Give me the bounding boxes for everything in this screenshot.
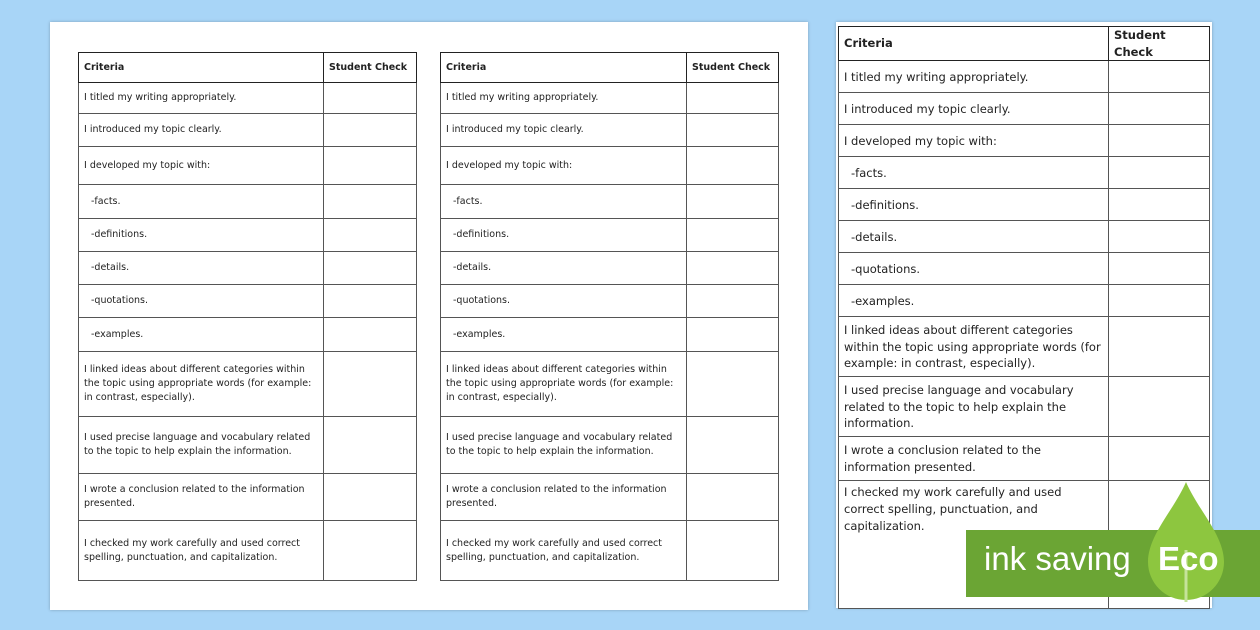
table-row <box>79 318 417 352</box>
criteria-header: Criteria <box>79 53 324 83</box>
student-check-header: Student Check <box>324 53 417 83</box>
criteria-cell: I linked ideas about different categories within the topic using appropriate words (for example: in contrast, especially). <box>839 317 1109 377</box>
criteria-cell: -examples. <box>79 318 324 352</box>
student-check-cell[interactable] <box>687 521 779 581</box>
table-row <box>79 252 417 285</box>
student-check-cell[interactable] <box>1109 377 1210 437</box>
table-row <box>839 125 1210 157</box>
criteria-cell: -details. <box>79 252 324 285</box>
student-check-cell[interactable] <box>324 521 417 581</box>
criteria-cell: I checked my work carefully and used correct spelling, punctuation, and capitalization. <box>441 521 687 581</box>
criteria-cell: I developed my topic with: <box>79 147 324 185</box>
criteria-cell: -definitions. <box>79 219 324 252</box>
table-row <box>441 521 779 581</box>
table-row <box>441 352 779 417</box>
criteria-cell: I wrote a conclusion related to the information presented. <box>441 474 687 521</box>
student-check-cell[interactable] <box>324 417 417 474</box>
table-row <box>839 189 1210 221</box>
student-check-cell[interactable] <box>324 474 417 521</box>
student-check-header: Student Check <box>687 53 779 83</box>
table-row <box>79 185 417 219</box>
student-check-cell[interactable] <box>687 147 779 185</box>
table-row <box>441 219 779 252</box>
student-check-cell[interactable] <box>1109 61 1210 93</box>
student-check-cell[interactable] <box>324 285 417 318</box>
table-row <box>441 417 779 474</box>
criteria-cell: I used precise language and vocabulary related to the topic to help explain the information. <box>839 377 1109 437</box>
criteria-cell: I linked ideas about different categories within the topic using appropriate words (for example: in contrast, especially). <box>79 352 324 417</box>
criteria-cell: -examples. <box>441 318 687 352</box>
criteria-cell: I introduced my topic clearly. <box>839 93 1109 125</box>
criteria-cell: I titled my writing appropriately. <box>839 61 1109 93</box>
student-check-cell[interactable] <box>1109 253 1210 285</box>
table-row <box>839 61 1210 93</box>
criteria-header: Criteria <box>839 27 1109 61</box>
criteria-cell: -quotations. <box>79 285 324 318</box>
eco-label: Eco <box>1158 540 1219 577</box>
criteria-cell: I developed my topic with: <box>839 125 1109 157</box>
criteria-cell: -quotations. <box>441 285 687 318</box>
criteria-cell: I used precise language and vocabulary related to the topic to help explain the information. <box>79 417 324 474</box>
table-header-row <box>839 27 1210 61</box>
table-row <box>839 437 1210 481</box>
student-check-cell[interactable] <box>324 83 417 114</box>
table-row <box>839 221 1210 253</box>
table-row <box>79 417 417 474</box>
table-row <box>441 185 779 219</box>
student-check-cell[interactable] <box>687 474 779 521</box>
criteria-cell: -facts. <box>441 185 687 219</box>
table-row <box>79 474 417 521</box>
student-check-cell[interactable] <box>324 318 417 352</box>
table-row <box>839 317 1210 377</box>
criteria-cell: -definitions. <box>839 189 1109 221</box>
table-row <box>441 252 779 285</box>
student-check-cell[interactable] <box>687 185 779 219</box>
criteria-cell: -facts. <box>79 185 324 219</box>
criteria-cell: I wrote a conclusion related to the information presented. <box>839 437 1109 481</box>
table-row <box>441 114 779 147</box>
criteria-cell: I developed my topic with: <box>441 147 687 185</box>
table-row <box>79 285 417 318</box>
student-check-cell[interactable] <box>687 417 779 474</box>
student-check-cell[interactable] <box>1109 221 1210 253</box>
student-check-cell[interactable] <box>1109 125 1210 157</box>
student-check-cell[interactable] <box>1109 93 1210 125</box>
student-check-cell[interactable] <box>687 83 779 114</box>
student-check-cell[interactable] <box>687 285 779 318</box>
student-check-cell[interactable] <box>324 252 417 285</box>
table-row <box>79 219 417 252</box>
student-check-cell[interactable] <box>687 352 779 417</box>
criteria-cell: I titled my writing appropriately. <box>441 83 687 114</box>
table-row <box>839 377 1210 437</box>
student-check-cell[interactable] <box>324 352 417 417</box>
table-row <box>441 285 779 318</box>
table-row <box>839 93 1210 125</box>
criteria-header: Criteria <box>441 53 687 83</box>
table-row <box>839 157 1210 189</box>
table-header-row <box>79 53 417 83</box>
student-check-cell[interactable] <box>1109 285 1210 317</box>
criteria-cell: I checked my work carefully and used correct spelling, punctuation, and capitalization. <box>839 481 1109 609</box>
table-row <box>79 521 417 581</box>
criteria-cell: I linked ideas about different categories within the topic using appropriate words (for example: in contrast, especially). <box>441 352 687 417</box>
student-check-cell[interactable] <box>324 147 417 185</box>
table-header-row <box>441 53 779 83</box>
student-check-cell[interactable] <box>687 219 779 252</box>
table-row <box>441 474 779 521</box>
student-check-cell[interactable] <box>1109 157 1210 189</box>
ink-saving-label: ink saving <box>984 540 1131 577</box>
student-check-cell[interactable] <box>324 114 417 147</box>
criteria-cell: -examples. <box>839 285 1109 317</box>
table-row <box>839 253 1210 285</box>
criteria-cell: I checked my work carefully and used correct spelling, punctuation, and capitalization. <box>79 521 324 581</box>
criteria-checklist-table <box>440 52 779 581</box>
criteria-cell: I introduced my topic clearly. <box>441 114 687 147</box>
criteria-cell: I titled my writing appropriately. <box>79 83 324 114</box>
criteria-cell: -quotations. <box>839 253 1109 285</box>
student-check-cell[interactable] <box>1109 317 1210 377</box>
table-row <box>79 352 417 417</box>
criteria-cell: -details. <box>839 221 1109 253</box>
student-check-cell[interactable] <box>324 219 417 252</box>
table-row <box>79 83 417 114</box>
criteria-cell: -details. <box>441 252 687 285</box>
student-check-cell[interactable] <box>687 318 779 352</box>
table-row <box>839 285 1210 317</box>
table-row <box>79 147 417 185</box>
criteria-cell: I used precise language and vocabulary related to the topic to help explain the information. <box>441 417 687 474</box>
table-row <box>441 83 779 114</box>
table-row <box>79 114 417 147</box>
student-check-cell[interactable] <box>1109 437 1210 481</box>
criteria-cell: I wrote a conclusion related to the information presented. <box>79 474 324 521</box>
criteria-cell: -facts. <box>839 157 1109 189</box>
criteria-cell: I introduced my topic clearly. <box>79 114 324 147</box>
table-row <box>441 318 779 352</box>
criteria-cell: -definitions. <box>441 219 687 252</box>
student-check-header: Student Check <box>1109 27 1210 61</box>
student-check-cell[interactable] <box>1109 189 1210 221</box>
student-check-cell[interactable] <box>324 185 417 219</box>
student-check-cell[interactable] <box>687 252 779 285</box>
criteria-checklist-table <box>78 52 417 581</box>
student-check-cell[interactable] <box>687 114 779 147</box>
table-row <box>441 147 779 185</box>
